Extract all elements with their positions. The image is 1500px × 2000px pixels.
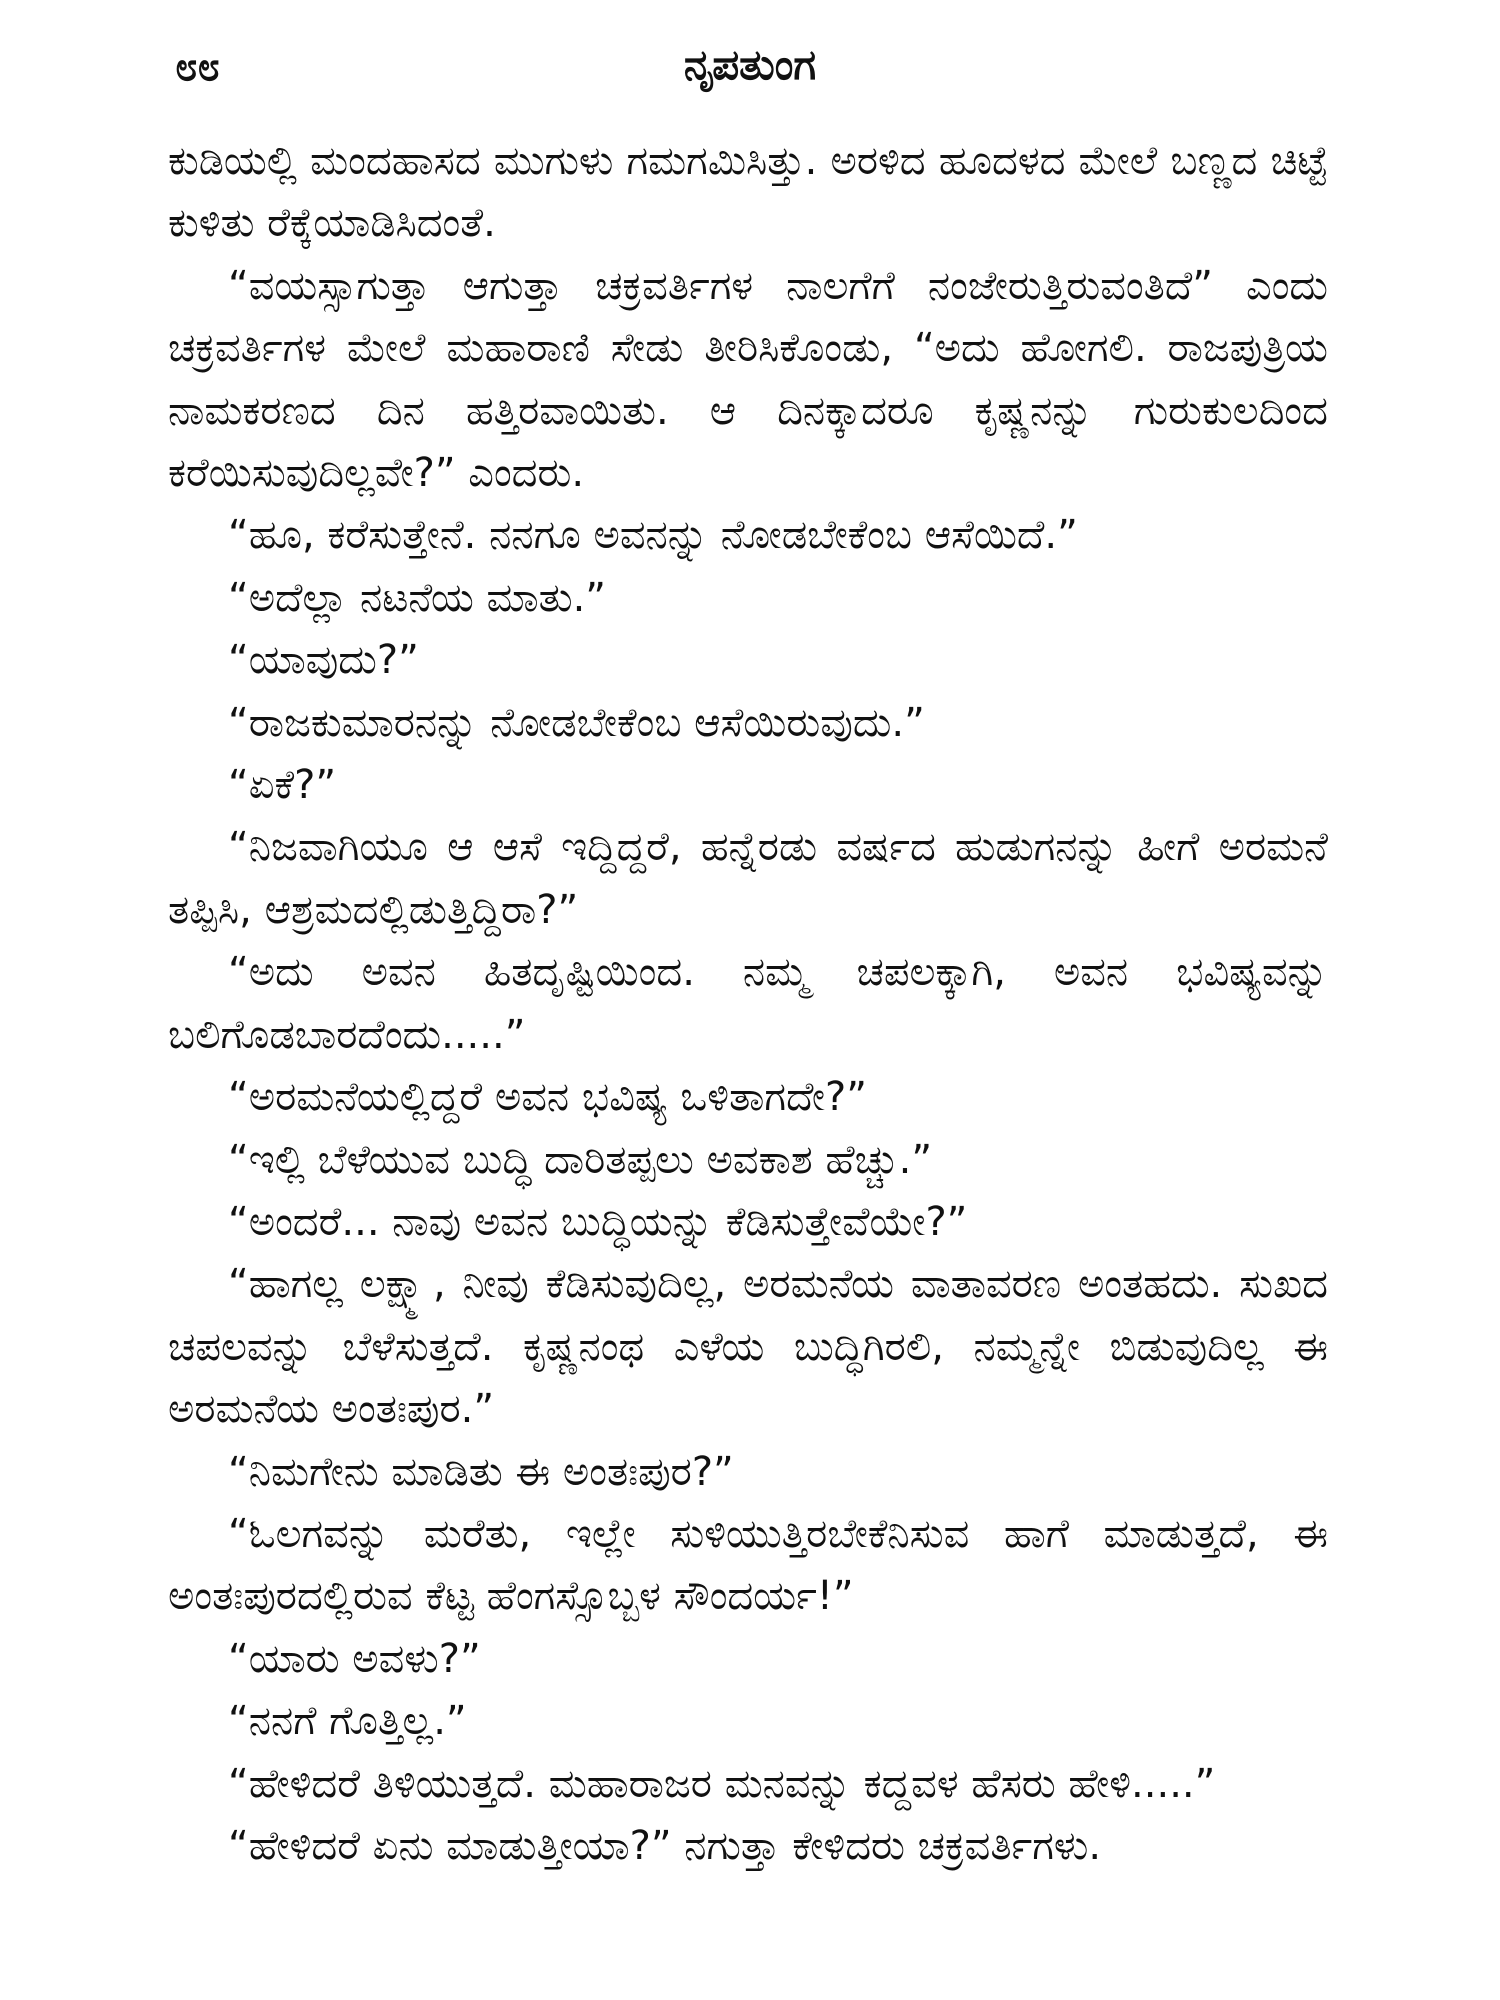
paragraph-1: ಕುಡಿಯಲ್ಲಿ ಮಂದಹಾಸದ ಮುಗುಳು ಗಮಗಮಿಸಿತ್ತು. ಅರಳಿದ ಹೂದಳದ ಮೇಲೆ ಬಣ್ಣದ ಚಿಟ್ಟೆ ಕುಳಿತು ರೆಕ್ಕೆಯಾಡಿಸಿದಂತೆ. — [168, 138, 1328, 247]
paragraph-16: “ಯಾರು ಅವಳು?” — [228, 1635, 481, 1682]
paragraph-4: “ಅದೆಲ್ಲಾ ನಟನೆಯ ಮಾತು.” — [228, 574, 607, 621]
paragraph-6: “ರಾಜಕುಮಾರನನ್ನು ನೋಡಬೇಕೆಂಬ ಆಸೆಯಿರುವುದು.” — [228, 699, 925, 746]
page-number: ೮೮ — [175, 44, 220, 90]
paragraph-18: “ಹೇಳಿದರೆ ತಿಳಿಯುತ್ತದೆ. ಮಹಾರಾಜರ ಮನವನ್ನು ಕದ್ದವಳ ಹೆಸರು ಹೇಳಿ.....” — [228, 1760, 1216, 1807]
paragraph-8: “ನಿಜವಾಗಿಯೂ ಆ ಆಸೆ ಇದ್ದಿದ್ದರೆ, ಹನ್ನೆರಡು ವರ್ಷದ ಹುಡುಗನನ್ನು ಹೀಗೆ ಅರಮನೆ ತಪ್ಪಿಸಿ, ಆಶ್ರಮದಲ್ಲಿಡುತ್ತಿದ್ದಿರಾ?” — [168, 824, 1328, 933]
paragraph-5: “ಯಾವುದು?” — [228, 637, 419, 684]
paragraph-7: “ಏಕೆ?” — [228, 762, 337, 809]
running-title: ನೃಪತುಂಗ — [683, 40, 817, 89]
paragraph-14: “ನಿಮಗೇನು ಮಾಡಿತು ಈ ಅಂತಃಪುರ?” — [228, 1448, 734, 1495]
paragraph-12: “ಅಂದರೆ... ನಾವು ಅವನ ಬುದ್ಧಿಯನ್ನು ಕೆಡಿಸುತ್ತೇವೆಯೇ?” — [228, 1198, 968, 1245]
page-header — [0, 40, 1500, 100]
paragraph-19: “ಹೇಳಿದರೆ ಏನು ಮಾಡುತ್ತೀಯಾ?” ನಗುತ್ತಾ ಕೇಳಿದರು ಚಕ್ರವರ್ತಿಗಳು. — [228, 1822, 1102, 1869]
paragraph-3: “ಹೂ, ಕರೆಸುತ್ತೇನೆ. ನನಗೂ ಅವನನ್ನು ನೋಡಬೇಕೆಂಬ ಆಸೆಯಿದೆ.” — [228, 512, 1078, 559]
paragraph-2: “ವಯಸ್ಸಾಗುತ್ತಾ ಆಗುತ್ತಾ ಚಕ್ರವರ್ತಿಗಳ ನಾಲಗೆಗೆ ನಂಜೇರುತ್ತಿರುವಂತಿದೆ” ಎಂದು ಚಕ್ರವರ್ತಿಗಳ ಮೇಲೆ ಮಹಾರಾಣಿ ಸೇಡು ತೀರಿಸಿಕೊಂಡು, “ಅದು ಹೋಗಲಿ. ರಾಜಪುತ್ರಿಯ ನಾಮಕರಣದ ದಿನ ಹತ್ತಿರವಾಯಿತು. ಆ ದಿನಕ್ಕಾದರೂ ಕೃಷ್ಣನನ್ನು ಗುರುಕುಲದಿಂದ ಕರೆಯಿಸುವುದಿಲ್ಲವೇ?” ಎಂದರು. — [168, 262, 1328, 497]
paragraph-10: “ಅರಮನೆಯಲ್ಲಿದ್ದರೆ ಅವನ ಭವಿಷ್ಯ ಒಳಿತಾಗದೇ?” — [228, 1074, 867, 1121]
paragraph-13: “ಹಾಗಲ್ಲ ಲಕ್ಷ್ಮಾ, ನೀವು ಕೆಡಿಸುವುದಿಲ್ಲ, ಅರಮನೆಯ ವಾತಾವರಣ ಅಂತಹದು. ಸುಖದ ಚಪಲವನ್ನು ಬೆಳೆಸುತ್ತದೆ. ಕೃಷ್ಣನಂಥ ಎಳೆಯ ಬುದ್ಧಿಗಿರಲಿ, ನಮ್ಮನ್ನೇ ಬಿಡುವುದಿಲ್ಲ ಈ ಅರಮನೆಯ ಅಂತಃಪುರ.” — [168, 1261, 1328, 1433]
paragraph-9: “ಅದು ಅವನ ಹಿತದೃಷ್ಟಿಯಿಂದ. ನಮ್ಮ ಚಪಲಕ್ಕಾಗಿ, ಅವನ ಭವಿಷ್ಯವನ್ನು ಬಲಿಗೊಡಬಾರದೆಂದು.....” — [168, 949, 1328, 1058]
paragraph-11: “ಇಲ್ಲಿ ಬೆಳೆಯುವ ಬುದ್ಧಿ ದಾರಿತಪ್ಪಲು ಅವಕಾಶ ಹೆಚ್ಚು.” — [228, 1136, 933, 1183]
paragraph-17: “ನನಗೆ ಗೊತ್ತಿಲ್ಲ.” — [228, 1698, 467, 1745]
paragraph-15: “ಓಲಗವನ್ನು ಮರೆತು, ಇಲ್ಲೇ ಸುಳಿಯುತ್ತಿರಬೇಕೆನಿಸುವ ಹಾಗೆ ಮಾಡುತ್ತದೆ, ಈ ಅಂತಃಪುರದಲ್ಲಿರುವ ಕೆಟ್ಟ ಹೆಂಗಸ್ಸೊಬ್ಬಳ ಸೌಂದರ್ಯ!” — [168, 1510, 1328, 1620]
body-text — [168, 130, 1328, 1877]
